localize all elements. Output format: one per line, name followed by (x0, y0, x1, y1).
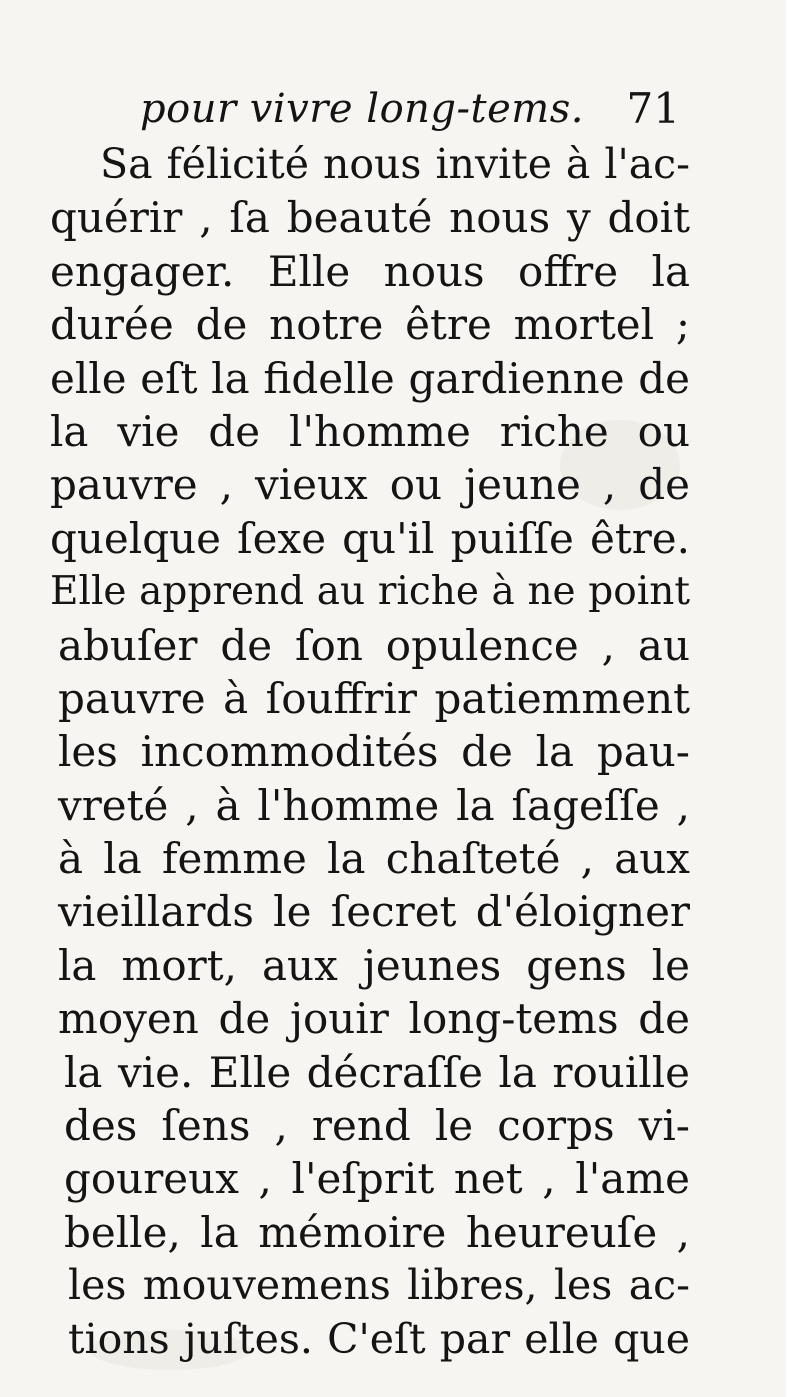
running-title: pour vivre long-tems. (140, 86, 584, 132)
text-line: la vie. Elle décraſſe la rouille (64, 1047, 690, 1097)
text-line: des ſens , rend le corps vi- (64, 1101, 690, 1151)
text-line: pauvre , vieux ou jeune , de (50, 460, 690, 510)
text-line: abuſer de ſon opulence , au (58, 620, 690, 670)
text-line: vreté , à l'homme la ſageſſe , (58, 780, 690, 830)
page-header (140, 84, 680, 134)
text-line: tions juſtes. C'eſt par elle que (68, 1314, 690, 1363)
text-line: la vie de l'homme riche ou (50, 406, 690, 456)
text-line: belle, la mémoire heureuſe , (64, 1207, 690, 1257)
page-margin (786, 0, 800, 1397)
text-line: moyen de jouir long-tems de (58, 994, 690, 1044)
text-line: quérir , ſa beauté nous y doit (50, 193, 690, 243)
text-line: les mouvemens libres, les ac- (68, 1261, 690, 1310)
text-line: goureux , l'eſprit net , l'ame (64, 1154, 690, 1204)
text-line: elle eſt la fidelle gardienne de (50, 353, 690, 403)
text-line: engager. Elle nous offre la (50, 246, 690, 296)
text-line: Sa félicité nous invite à l'ac- (100, 140, 690, 188)
text-line: les incommodités de la pau- (58, 727, 690, 777)
page-number: 71 (626, 84, 680, 133)
body-paragraph (50, 138, 690, 1366)
text-line: la mort, aux jeunes gens le (58, 940, 690, 990)
text-line: quelque ſexe qu'il puiſſe être. (50, 513, 690, 563)
text-line: Elle apprend au riche à ne point (50, 569, 690, 615)
text-line: vieillards le ſecret d'éloigner (58, 887, 690, 937)
text-line: pauvre à ſouffrir patiemment (58, 673, 690, 723)
text-line: durée de notre être mortel ; (50, 300, 690, 350)
text-line: à la femme la chaſteté , aux (58, 834, 690, 884)
